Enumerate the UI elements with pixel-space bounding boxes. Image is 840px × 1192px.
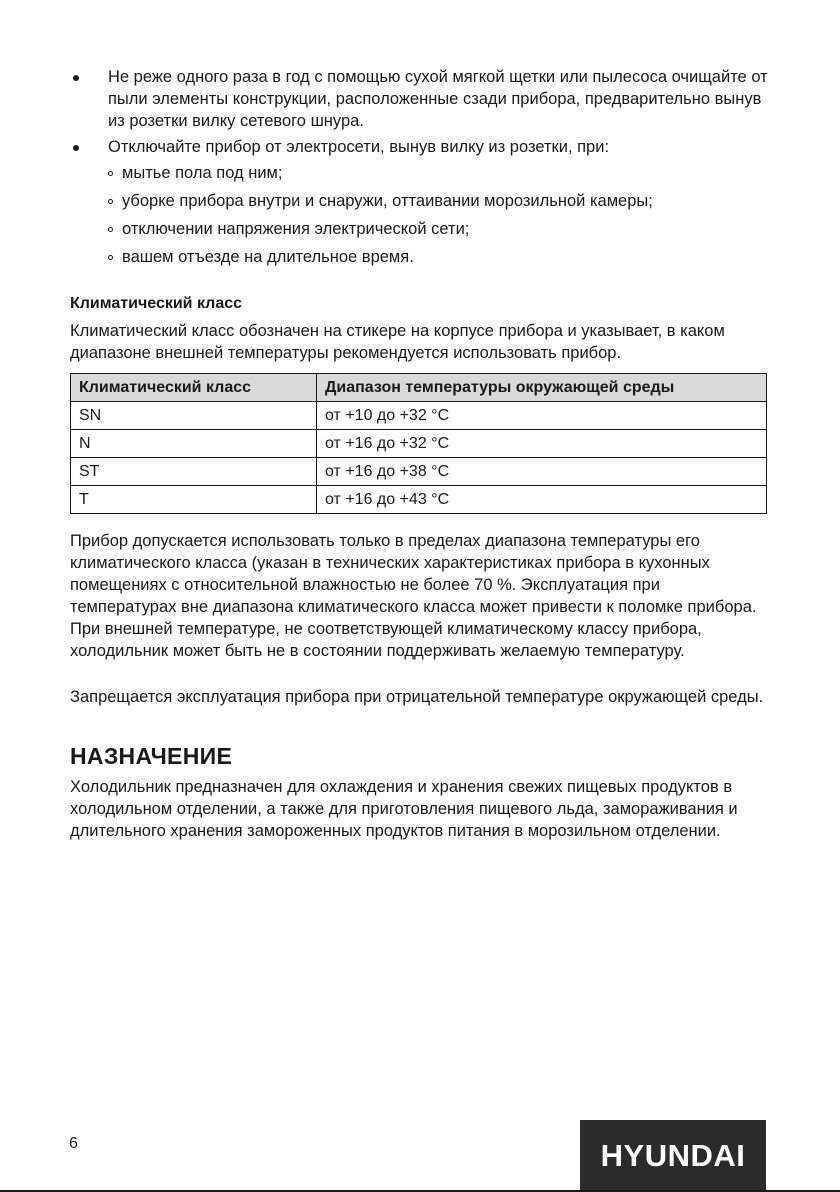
- list-item-text: Не реже одного раза в год с помощью сухой мягкой щетки или пылесоса очищайте от пыли элементы конструкции, расположенные сзади прибора, предварительно вынув из розетки вилку сетевого шнура.: [108, 68, 768, 130]
- sub-list-item-text: отключении напряжения электрической сети;: [122, 220, 470, 238]
- table-row: [71, 486, 767, 514]
- bullet-icon: [73, 75, 79, 81]
- usage-paragraph: Прибор допускается использовать только в пределах диапазона температуры его климатического класса (указан в технических характеристиках прибора в кухонных помещениях с относительной влажностью не более 70 %. Эксплуатация при температурах вне диапазона климатического класса может привести к поломке прибора.: [70, 532, 757, 616]
- sub-list-item-text: вашем отъезде на длительное время.: [122, 248, 414, 266]
- cell-range: от +16 до +32 °С: [317, 430, 767, 458]
- sub-list-item: [108, 246, 770, 268]
- sub-list-item-text: мытье пола под ним;: [122, 164, 283, 182]
- table-header-row: [71, 374, 767, 402]
- sub-list: [108, 162, 770, 268]
- sub-list-item: [108, 190, 770, 212]
- circle-bullet-icon: [108, 227, 113, 232]
- circle-bullet-icon: [108, 255, 113, 260]
- warning-paragraph: Запрещается эксплуатация прибора при отрицательной температуре окружающей среды.: [70, 688, 764, 706]
- cell-range: от +16 до +38 °С: [317, 458, 767, 486]
- brand-logo-text: HYUNDAI: [600, 1138, 746, 1173]
- brand-logo: [580, 1120, 766, 1192]
- list-item: [70, 66, 770, 132]
- page-number: 6: [69, 1135, 78, 1152]
- table-row: [71, 402, 767, 430]
- table-row: [71, 458, 767, 486]
- sub-list-item: [108, 162, 770, 184]
- climate-class-table: [70, 373, 767, 514]
- sub-list-item: [108, 218, 770, 240]
- bullet-icon: [73, 145, 79, 151]
- circle-bullet-icon: [108, 171, 113, 176]
- cell-range: от +10 до +32 °С: [317, 402, 767, 430]
- list-item: [70, 136, 770, 268]
- maintenance-list: [70, 66, 770, 268]
- cell-class: N: [71, 430, 317, 458]
- purpose-text: Холодильник предназначен для охлаждения и хранения свежих пищевых продуктов в холодильном отделении, а также для приготовления пищевого льда, замораживания и длительного хранения замороженных продуктов питания в морозильном отделении.: [70, 778, 738, 840]
- cell-class: T: [71, 486, 317, 514]
- cell-class: SN: [71, 402, 317, 430]
- purpose-heading: НАЗНАЧЕНИЕ: [70, 743, 233, 769]
- climate-class-intro: Климатический класс обозначен на стикере на корпусе прибора и указывает, в каком диапазоне внешней температуры рекомендуется использовать прибор.: [70, 322, 725, 362]
- usage-paragraph: При внешней температуре, не соответствующей климатическому классу прибора, холодильник может быть не в состоянии поддерживать желаемую температуру.: [70, 620, 702, 660]
- page-content: [70, 66, 770, 842]
- column-header-class: Климатический класс: [71, 374, 317, 402]
- usage-paragraphs: [70, 530, 770, 708]
- sub-list-item-text: уборке прибора внутри и снаружи, оттаивании морозильной камеры;: [122, 192, 653, 210]
- table-row: [71, 430, 767, 458]
- column-header-range: Диапазон температуры окружающей среды: [317, 374, 767, 402]
- circle-bullet-icon: [108, 199, 113, 204]
- climate-class-heading: Климатический класс: [70, 295, 243, 312]
- cell-class: ST: [71, 458, 317, 486]
- list-item-text: Отключайте прибор от электросети, вынув вилку из розетки, при:: [108, 138, 610, 156]
- cell-range: от +16 до +43 °С: [317, 486, 767, 514]
